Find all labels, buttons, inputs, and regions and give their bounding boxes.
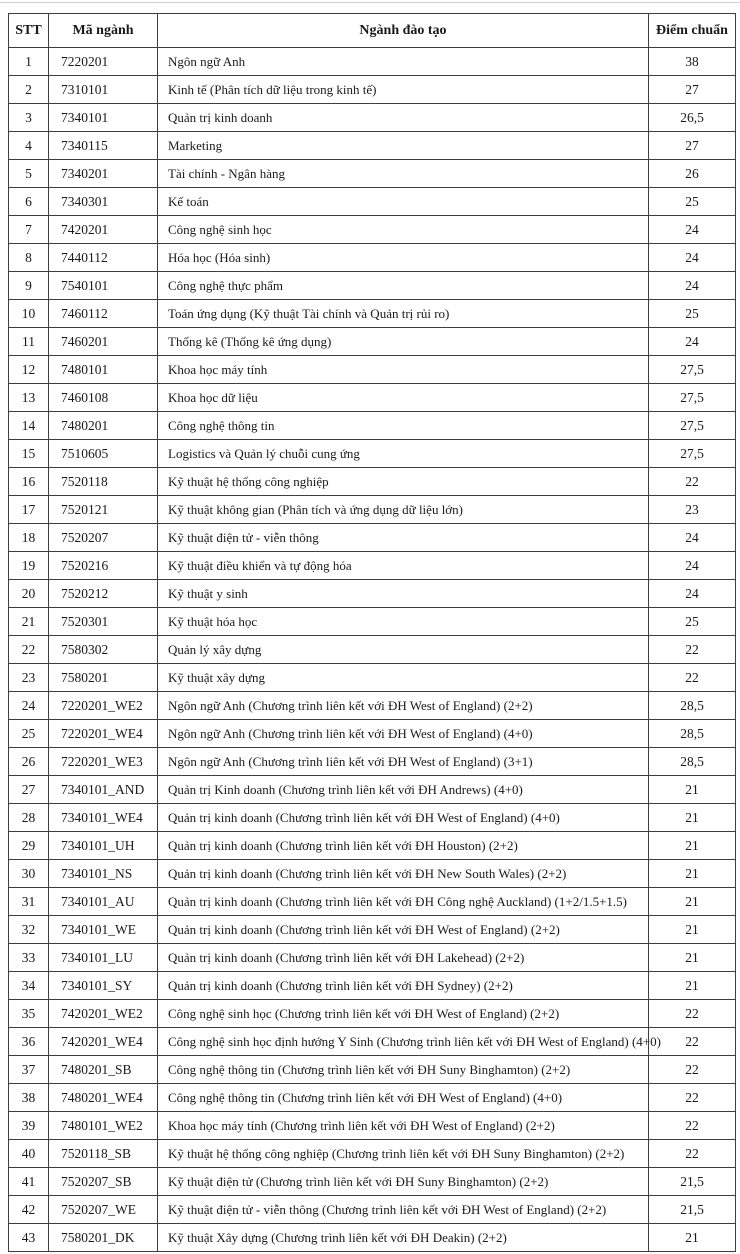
code-cell: 7520212 <box>49 580 158 608</box>
score-cell: 22 <box>649 1056 736 1084</box>
table-row <box>9 720 736 748</box>
stt-cell: 39 <box>9 1112 49 1140</box>
table-row <box>9 1056 736 1084</box>
major-cell: Quản trị kinh doanh (Chương trình liên kết với ĐH Công nghệ Auckland) (1+2/1.5+1.5) <box>158 888 649 916</box>
code-cell: 7340101_LU <box>49 944 158 972</box>
code-cell: 7520118_SB <box>49 1140 158 1168</box>
code-cell: 7340201 <box>49 160 158 188</box>
code-cell: 7580302 <box>49 636 158 664</box>
major-cell: Hóa học (Hóa sinh) <box>158 244 649 272</box>
score-cell: 22 <box>649 1028 736 1056</box>
score-cell: 27 <box>649 132 736 160</box>
table-row <box>9 636 736 664</box>
code-cell: 7520118 <box>49 468 158 496</box>
table-row <box>9 468 736 496</box>
score-cell: 22 <box>649 636 736 664</box>
stt-cell: 30 <box>9 860 49 888</box>
score-cell: 27,5 <box>649 356 736 384</box>
column-header-major: Ngành đào tạo <box>158 14 649 48</box>
table-row <box>9 580 736 608</box>
table-row <box>9 1196 736 1224</box>
stt-cell: 16 <box>9 468 49 496</box>
code-cell: 7340115 <box>49 132 158 160</box>
score-cell: 25 <box>649 300 736 328</box>
score-cell: 22 <box>649 1084 736 1112</box>
stt-cell: 35 <box>9 1000 49 1028</box>
major-cell: Kỹ thuật xây dựng <box>158 664 649 692</box>
score-cell: 22 <box>649 468 736 496</box>
major-cell: Kinh tế (Phân tích dữ liệu trong kinh tế) <box>158 76 649 104</box>
major-cell: Quản lý xây dựng <box>158 636 649 664</box>
stt-cell: 7 <box>9 216 49 244</box>
code-cell: 7420201_WE4 <box>49 1028 158 1056</box>
major-cell: Quản trị kinh doanh (Chương trình liên kết với ĐH Sydney) (2+2) <box>158 972 649 1000</box>
major-cell: Công nghệ thông tin (Chương trình liên kết với ĐH Suny Binghamton) (2+2) <box>158 1056 649 1084</box>
table-row <box>9 412 736 440</box>
code-cell: 7220201 <box>49 48 158 76</box>
major-cell: Ngôn ngữ Anh (Chương trình liên kết với ĐH West of England) (3+1) <box>158 748 649 776</box>
major-cell: Quản trị kinh doanh (Chương trình liên kết với ĐH Lakehead) (2+2) <box>158 944 649 972</box>
table-row <box>9 888 736 916</box>
major-cell: Kỹ thuật không gian (Phân tích và ứng dụng dữ liệu lớn) <box>158 496 649 524</box>
stt-cell: 43 <box>9 1224 49 1252</box>
stt-cell: 31 <box>9 888 49 916</box>
stt-cell: 8 <box>9 244 49 272</box>
major-cell: Công nghệ sinh học (Chương trình liên kết với ĐH West of England) (2+2) <box>158 1000 649 1028</box>
table-row <box>9 776 736 804</box>
score-cell: 24 <box>649 580 736 608</box>
score-cell: 24 <box>649 216 736 244</box>
score-cell: 25 <box>649 188 736 216</box>
stt-cell: 10 <box>9 300 49 328</box>
major-cell: Khoa học dữ liệu <box>158 384 649 412</box>
stt-cell: 25 <box>9 720 49 748</box>
stt-cell: 36 <box>9 1028 49 1056</box>
major-cell: Kỹ thuật hóa học <box>158 608 649 636</box>
stt-cell: 32 <box>9 916 49 944</box>
major-cell: Logistics và Quản lý chuỗi cung ứng <box>158 440 649 468</box>
stt-cell: 37 <box>9 1056 49 1084</box>
major-cell: Ngôn ngữ Anh (Chương trình liên kết với ĐH West of England) (4+0) <box>158 720 649 748</box>
table-row <box>9 664 736 692</box>
code-cell: 7340301 <box>49 188 158 216</box>
stt-cell: 24 <box>9 692 49 720</box>
major-cell: Kỹ thuật y sinh <box>158 580 649 608</box>
table-row <box>9 1000 736 1028</box>
score-cell: 21 <box>649 944 736 972</box>
major-cell: Thống kê (Thống kê ứng dụng) <box>158 328 649 356</box>
score-cell: 22 <box>649 1140 736 1168</box>
stt-cell: 2 <box>9 76 49 104</box>
score-cell: 21 <box>649 832 736 860</box>
table-row <box>9 216 736 244</box>
code-cell: 7520207 <box>49 524 158 552</box>
major-cell: Tài chính - Ngân hàng <box>158 160 649 188</box>
table-row <box>9 356 736 384</box>
table-row <box>9 832 736 860</box>
stt-cell: 14 <box>9 412 49 440</box>
major-cell: Kỹ thuật Xây dựng (Chương trình liên kết với ĐH Deakin) (2+2) <box>158 1224 649 1252</box>
major-cell: Marketing <box>158 132 649 160</box>
table-row <box>9 48 736 76</box>
score-cell: 25 <box>649 608 736 636</box>
score-cell: 21 <box>649 860 736 888</box>
score-cell: 21 <box>649 1224 736 1252</box>
stt-cell: 15 <box>9 440 49 468</box>
major-cell: Khoa học máy tính <box>158 356 649 384</box>
table-body <box>9 48 736 1252</box>
code-cell: 7460112 <box>49 300 158 328</box>
major-cell: Kỹ thuật điện tử - viễn thông (Chương trình liên kết với ĐH West of England) (2+2) <box>158 1196 649 1224</box>
code-cell: 7440112 <box>49 244 158 272</box>
stt-cell: 28 <box>9 804 49 832</box>
code-cell: 7580201 <box>49 664 158 692</box>
table-row <box>9 104 736 132</box>
code-cell: 7340101_UH <box>49 832 158 860</box>
score-cell: 21,5 <box>649 1168 736 1196</box>
score-cell: 24 <box>649 524 736 552</box>
major-cell: Kế toán <box>158 188 649 216</box>
score-cell: 22 <box>649 664 736 692</box>
table-row <box>9 1028 736 1056</box>
score-cell: 24 <box>649 328 736 356</box>
score-cell: 21 <box>649 776 736 804</box>
major-cell: Công nghệ sinh học <box>158 216 649 244</box>
code-cell: 7520301 <box>49 608 158 636</box>
code-cell: 7220201_WE2 <box>49 692 158 720</box>
stt-cell: 40 <box>9 1140 49 1168</box>
table-row <box>9 188 736 216</box>
page-top-divider <box>0 2 740 3</box>
code-cell: 7480201 <box>49 412 158 440</box>
stt-cell: 6 <box>9 188 49 216</box>
stt-cell: 29 <box>9 832 49 860</box>
code-cell: 7520121 <box>49 496 158 524</box>
table-row <box>9 916 736 944</box>
score-cell: 24 <box>649 552 736 580</box>
stt-cell: 34 <box>9 972 49 1000</box>
table-row <box>9 300 736 328</box>
column-header-code: Mã ngành <box>49 14 158 48</box>
code-cell: 7340101_AND <box>49 776 158 804</box>
stt-cell: 21 <box>9 608 49 636</box>
table-row <box>9 76 736 104</box>
table-row <box>9 1224 736 1252</box>
table-row <box>9 692 736 720</box>
code-cell: 7460201 <box>49 328 158 356</box>
table-row <box>9 1084 736 1112</box>
stt-cell: 19 <box>9 552 49 580</box>
score-cell: 28,5 <box>649 720 736 748</box>
code-cell: 7480101_WE2 <box>49 1112 158 1140</box>
stt-cell: 22 <box>9 636 49 664</box>
score-cell: 28,5 <box>649 692 736 720</box>
stt-cell: 38 <box>9 1084 49 1112</box>
table-row <box>9 552 736 580</box>
stt-cell: 33 <box>9 944 49 972</box>
table-row <box>9 972 736 1000</box>
header-row <box>9 14 736 48</box>
score-cell: 26 <box>649 160 736 188</box>
code-cell: 7540101 <box>49 272 158 300</box>
major-cell: Kỹ thuật điện tử - viễn thông <box>158 524 649 552</box>
code-cell: 7480201_WE4 <box>49 1084 158 1112</box>
table-row <box>9 748 736 776</box>
table-row <box>9 440 736 468</box>
score-cell: 21 <box>649 916 736 944</box>
table-row <box>9 944 736 972</box>
major-cell: Quản trị kinh doanh (Chương trình liên kết với ĐH West of England) (4+0) <box>158 804 649 832</box>
code-cell: 7420201 <box>49 216 158 244</box>
table-header <box>9 14 736 48</box>
code-cell: 7460108 <box>49 384 158 412</box>
major-cell: Ngôn ngữ Anh (Chương trình liên kết với ĐH West of England) (2+2) <box>158 692 649 720</box>
stt-cell: 23 <box>9 664 49 692</box>
stt-cell: 4 <box>9 132 49 160</box>
table-row <box>9 1112 736 1140</box>
stt-cell: 3 <box>9 104 49 132</box>
code-cell: 7220201_WE4 <box>49 720 158 748</box>
score-cell: 26,5 <box>649 104 736 132</box>
code-cell: 7480201_SB <box>49 1056 158 1084</box>
score-cell: 22 <box>649 1112 736 1140</box>
major-cell: Kỹ thuật hệ thống công nghiệp <box>158 468 649 496</box>
stt-cell: 11 <box>9 328 49 356</box>
score-cell: 21 <box>649 972 736 1000</box>
code-cell: 7480101 <box>49 356 158 384</box>
table-row <box>9 328 736 356</box>
column-header-score: Điểm chuẩn <box>649 14 736 48</box>
code-cell: 7340101_SY <box>49 972 158 1000</box>
major-cell: Kỹ thuật điều khiển và tự động hóa <box>158 552 649 580</box>
score-cell: 28,5 <box>649 748 736 776</box>
score-cell: 22 <box>649 1000 736 1028</box>
major-cell: Khoa học máy tính (Chương trình liên kết với ĐH West of England) (2+2) <box>158 1112 649 1140</box>
stt-cell: 42 <box>9 1196 49 1224</box>
table-row <box>9 1140 736 1168</box>
score-cell: 27,5 <box>649 440 736 468</box>
score-cell: 21 <box>649 804 736 832</box>
table-row <box>9 272 736 300</box>
major-cell: Quản trị kinh doanh <box>158 104 649 132</box>
major-cell: Công nghệ thực phẩm <box>158 272 649 300</box>
major-cell: Kỹ thuật điện tử (Chương trình liên kết với ĐH Suny Binghamton) (2+2) <box>158 1168 649 1196</box>
major-cell: Quản trị kinh doanh (Chương trình liên kết với ĐH West of England) (2+2) <box>158 916 649 944</box>
code-cell: 7310101 <box>49 76 158 104</box>
table-row <box>9 524 736 552</box>
column-header-stt: STT <box>9 14 49 48</box>
code-cell: 7420201_WE2 <box>49 1000 158 1028</box>
code-cell: 7340101_WE <box>49 916 158 944</box>
stt-cell: 12 <box>9 356 49 384</box>
code-cell: 7220201_WE3 <box>49 748 158 776</box>
score-cell: 21 <box>649 888 736 916</box>
major-cell: Toán ứng dụng (Kỹ thuật Tài chính và Quản trị rủi ro) <box>158 300 649 328</box>
stt-cell: 20 <box>9 580 49 608</box>
code-cell: 7580201_DK <box>49 1224 158 1252</box>
stt-cell: 26 <box>9 748 49 776</box>
table-row <box>9 132 736 160</box>
major-cell: Quản trị kinh doanh (Chương trình liên kết với ĐH New South Wales) (2+2) <box>158 860 649 888</box>
table-row <box>9 860 736 888</box>
stt-cell: 18 <box>9 524 49 552</box>
stt-cell: 5 <box>9 160 49 188</box>
code-cell: 7340101 <box>49 104 158 132</box>
stt-cell: 27 <box>9 776 49 804</box>
table-row <box>9 160 736 188</box>
score-cell: 27,5 <box>649 412 736 440</box>
score-cell: 27,5 <box>649 384 736 412</box>
major-cell: Công nghệ sinh học định hướng Y Sinh (Chương trình liên kết với ĐH West of England) (4+0) <box>158 1028 649 1056</box>
major-cell: Công nghệ thông tin <box>158 412 649 440</box>
admission-scores-table <box>8 13 736 1252</box>
score-cell: 23 <box>649 496 736 524</box>
score-cell: 21,5 <box>649 1196 736 1224</box>
major-cell: Công nghệ thông tin (Chương trình liên kết với ĐH West of England) (4+0) <box>158 1084 649 1112</box>
score-cell: 24 <box>649 244 736 272</box>
major-cell: Quản trị Kinh doanh (Chương trình liên kết với ĐH Andrews) (4+0) <box>158 776 649 804</box>
code-cell: 7340101_NS <box>49 860 158 888</box>
table-row <box>9 608 736 636</box>
table-row <box>9 804 736 832</box>
code-cell: 7520207_SB <box>49 1168 158 1196</box>
major-cell: Quản trị kinh doanh (Chương trình liên kết với ĐH Houston) (2+2) <box>158 832 649 860</box>
stt-cell: 13 <box>9 384 49 412</box>
table-row <box>9 496 736 524</box>
score-cell: 27 <box>649 76 736 104</box>
code-cell: 7520216 <box>49 552 158 580</box>
code-cell: 7340101_AU <box>49 888 158 916</box>
stt-cell: 17 <box>9 496 49 524</box>
code-cell: 7340101_WE4 <box>49 804 158 832</box>
score-cell: 38 <box>649 48 736 76</box>
stt-cell: 41 <box>9 1168 49 1196</box>
stt-cell: 1 <box>9 48 49 76</box>
code-cell: 7510605 <box>49 440 158 468</box>
score-cell: 24 <box>649 272 736 300</box>
code-cell: 7520207_WE <box>49 1196 158 1224</box>
major-cell: Kỹ thuật hệ thống công nghiệp (Chương trình liên kết với ĐH Suny Binghamton) (2+2) <box>158 1140 649 1168</box>
major-cell: Ngôn ngữ Anh <box>158 48 649 76</box>
table-row <box>9 1168 736 1196</box>
table-row <box>9 244 736 272</box>
table-row <box>9 384 736 412</box>
stt-cell: 9 <box>9 272 49 300</box>
